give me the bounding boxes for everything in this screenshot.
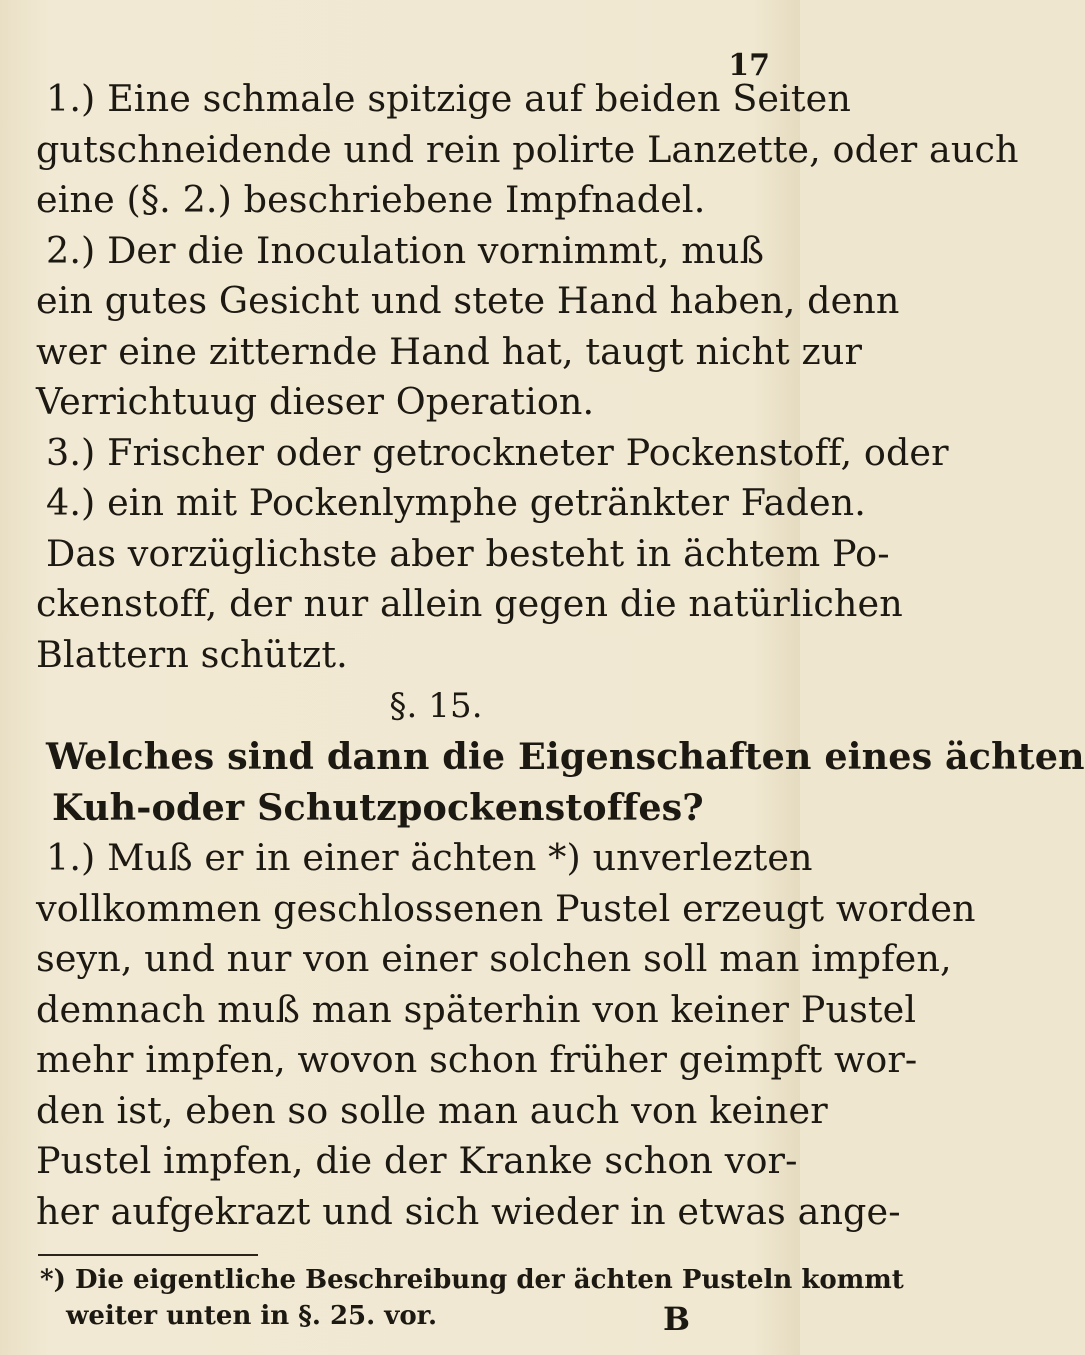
text-line: wer eine zitternde Hand hat, taugt nicht zur [36, 329, 863, 373]
answer-line: 1.) Muß er in einer ächten *) unverlezten [46, 836, 813, 879]
answer-line: demnach muß man späterhin von keiner Pustel [36, 987, 917, 1031]
answer-line: seyn, und nur von einer solchen soll man impfen, [36, 937, 952, 980]
answer-line: Pustel impfen, die der Kranke schon vor- [36, 1139, 798, 1182]
page-number: 17 [728, 48, 770, 83]
text-line: 1.) Eine schmale spitzige auf beiden Seiten [46, 77, 851, 120]
answer-line: mehr impfen, wovon schon früher geimpft wor- [36, 1038, 918, 1081]
section-heading: §. 15. [389, 686, 483, 726]
text-line: 3.) Frischer oder getrockneter Pockenstoff, oder [46, 430, 949, 474]
answer-line: den ist, eben so solle man auch von keiner [36, 1088, 828, 1132]
answer-line: vollkommen geschlossenen Pustel erzeugt worden [36, 886, 976, 930]
footnote-divider [38, 1254, 258, 1256]
text-line: ckenstoff, der nur allein gegen die natürlichen [36, 582, 903, 625]
footnote [40, 1262, 904, 1334]
footnote-line: *) Die eigentliche Beschreibung der ächten Pusteln kommt [40, 1265, 904, 1295]
question-line: Welches sind dann die Eigenschaften eines ächten [46, 735, 1085, 778]
text-line: Blattern schützt. [36, 632, 348, 676]
answer-line: her aufgekrazt und sich wieder in etwas ange- [36, 1189, 901, 1233]
question-line: Kuh-oder Schutzpockenstoffes? [52, 785, 704, 829]
text-line: 2.) Der die Inoculation vornimmt, muß [46, 228, 765, 272]
text-line: Verrichtuug dieser Operation. [36, 380, 595, 423]
text-line: 4.) ein mit Pockenlymphe getränkter Faden. [46, 481, 866, 524]
text-line: gutschneidende und rein polirte Lanzette, oder auch [36, 127, 1019, 171]
text-line: Das vorzüglichste aber besteht in ächtem Po- [46, 531, 890, 575]
catchword: B [662, 1300, 690, 1338]
footnote-line: weiter unten in §. 25. vor. [66, 1301, 438, 1331]
body-text [36, 74, 1085, 1237]
text-line: ein gutes Gesicht und stete Hand haben, denn [36, 279, 900, 322]
text-line: eine (§. 2.) beschriebene Impfnadel. [36, 178, 706, 221]
